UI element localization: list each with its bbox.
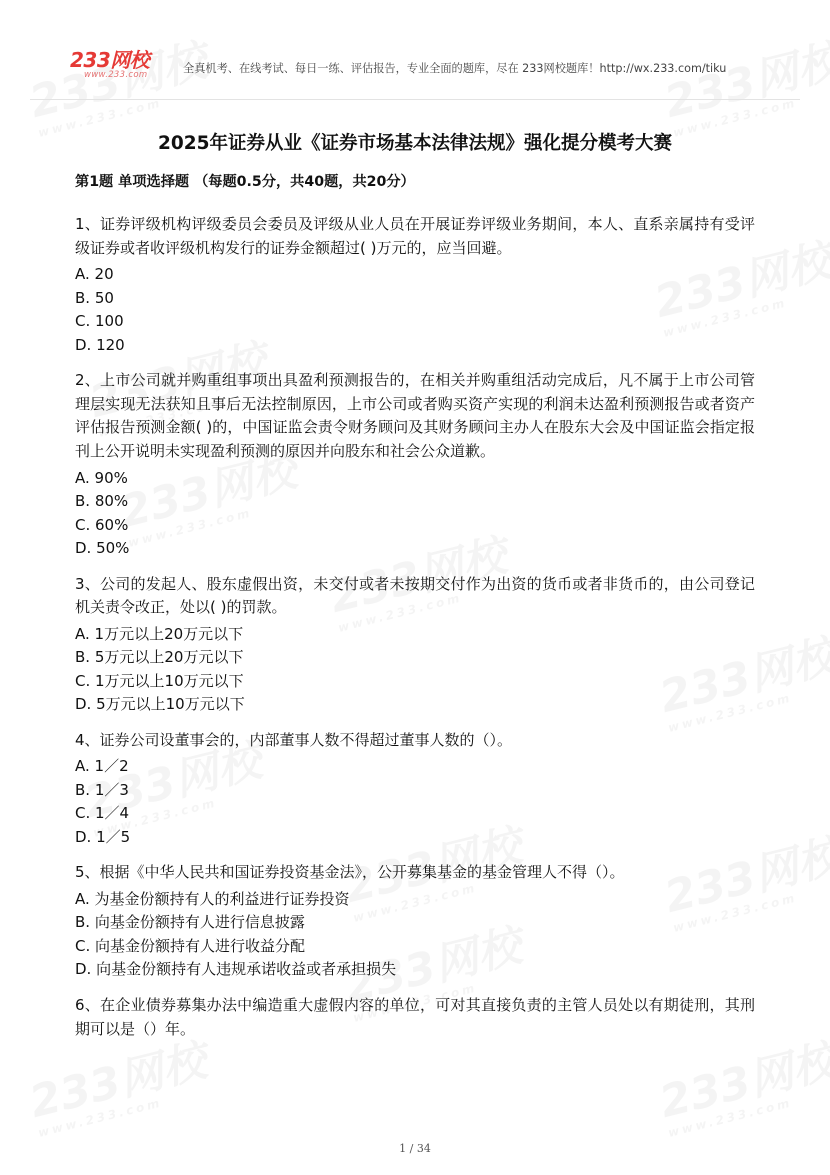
- document-title: 2025年证券从业《证券市场基本法律法规》强化提分模考大赛: [158, 133, 672, 154]
- option-d: D. 50%: [75, 539, 130, 558]
- logo-url: www.233.com: [84, 70, 148, 80]
- option-b: B. 50: [75, 288, 114, 307]
- option-c: C. 1／4: [75, 804, 130, 823]
- question-stem: 1、证券评级机构评级委员会委员及评级从业人员在开展证券评级业务期间，本人、直系亲属持有受评级证券或者收评级机构发行的证券金额超过( )万元的，应当回避。: [75, 215, 755, 257]
- question-stem: 2、上市公司就并购重组事项出具盈利预测报告的，在相关并购重组活动完成后，凡不属于上市公司管理层实现无法获知且事后无法控制原因，上市公司或者购买资产实现的利润未达盈利预测报告或者资产评估报告预测金额( )的，中国证监会责令财务顾问及其财务顾问主办人在股东大会及中国证监会指定报刊上公开说明未实现盈利预测的原因并向股东和社会公众道歉。: [75, 371, 755, 460]
- option-c: C. 100: [75, 312, 124, 331]
- option-a: A. 为基金份额持有人的利益进行证券投资: [75, 889, 350, 908]
- watermark: [26, 1039, 215, 1139]
- option-c: C. 60%: [75, 515, 129, 534]
- option-c: C. 1万元以上10万元以下: [75, 671, 244, 690]
- section-heading: 第1题 单项选择题 （每题0.5分，共40题，共20分）: [75, 174, 415, 190]
- option-a: A. 20: [75, 265, 114, 284]
- option-a: A. 1／2: [75, 757, 129, 776]
- question-stem: 3、公司的发起人、股东虚假出资，未交付或者未按期交付作为出资的货币或者非货币的，由公司登记机关责令改正，处以( )的罚款。: [75, 574, 755, 617]
- header-slogan: 全真机考、在线考试、每日一练、评估报告，专业全面的题库，尽在 233网校题库！http://wx.233.com/tiku: [183, 62, 727, 75]
- logo-wordmark: 233网校: [70, 48, 150, 72]
- option-b: B. 1／3: [75, 780, 129, 799]
- question-stem: 5、根据《中华人民共和国证券投资基金法》，公开募集基金的基金管理人不得（）。: [75, 863, 625, 882]
- question-6: [75, 994, 755, 1041]
- option-b: B. 80%: [75, 492, 129, 511]
- option-b: B. 5万元以上20万元以下: [75, 648, 244, 667]
- question-1: [75, 213, 755, 357]
- option-c: C. 向基金份额持有人进行收益分配: [75, 936, 306, 955]
- question-5: [75, 861, 755, 982]
- question-stem: 4、证券公司设董事会的，内部董事人数不得超过董事人数的（）。: [75, 730, 513, 749]
- option-d: D. 向基金份额持有人违规承诺收益或者承担损失: [75, 960, 397, 979]
- option-a: A. 90%: [75, 468, 128, 487]
- page-header: [0, 0, 830, 100]
- question-stem: 6、在企业债券募集办法中编造重大虚假内容的单位，可对其直接负责的主管人员处以有期徒刑，其刑期可以是（）年。: [75, 995, 755, 1038]
- option-b: B. 向基金份额持有人进行信息披露: [75, 913, 305, 932]
- page-indicator: 1 / 34: [399, 1142, 431, 1155]
- question-2: [75, 369, 755, 560]
- option-d: D. 1／5: [75, 827, 131, 846]
- question-3: [75, 573, 755, 717]
- site-logo[interactable]: [70, 50, 149, 80]
- option-d: D. 5万元以上10万元以下: [75, 695, 245, 714]
- watermark: [656, 1039, 830, 1139]
- header-divider: [30, 99, 800, 100]
- option-d: D. 120: [75, 335, 125, 354]
- document-body: [75, 130, 755, 1053]
- option-a: A. 1万元以上20万元以下: [75, 624, 244, 643]
- question-4: [75, 729, 755, 850]
